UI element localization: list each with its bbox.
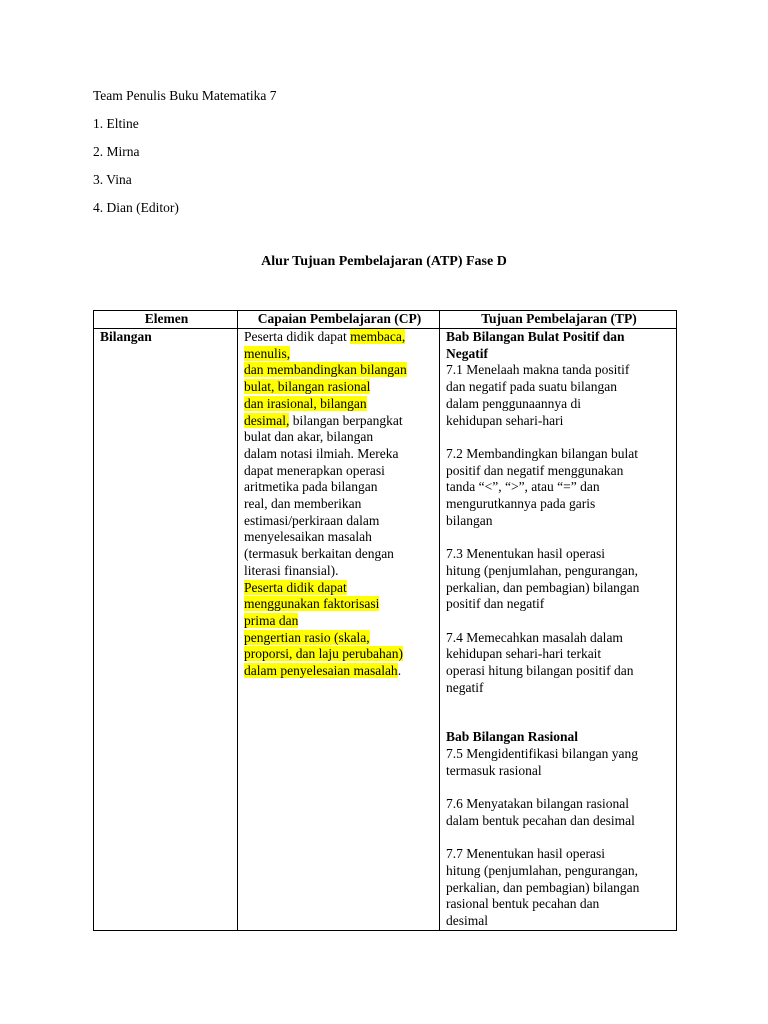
cp-text: menyelesaikan masalah (244, 529, 372, 545)
tp-objective-line: dalam penggunaannya di (446, 395, 581, 411)
cp-line (244, 396, 435, 413)
cp-text: literasi finansial). (244, 562, 339, 578)
cp-line (244, 613, 435, 630)
cp-line (244, 429, 435, 446)
cp-highlighted-text: Peserta didik dapat (244, 579, 347, 595)
cp-line (244, 446, 435, 463)
tp-objective-line: 7.1 Menelaah makna tanda positif (446, 362, 630, 378)
cp-line (244, 630, 435, 647)
spacer (446, 429, 672, 446)
cp-highlighted-text: dan membandingkan bilangan (244, 362, 407, 378)
member-3: 3. Vina (93, 172, 132, 187)
cp-text: (termasuk berkaitan dengan (244, 546, 394, 562)
spacer (446, 613, 672, 630)
cp-line (244, 379, 435, 396)
tp-objective-line: 7.5 Mengidentifikasi bilangan yang (446, 746, 638, 762)
tp-objective-line: 7.4 Memecahkan masalah dalam (446, 629, 623, 645)
tp-objective-line: perkalian, dan pembagian) bilangan (446, 579, 640, 595)
cp-line (244, 563, 435, 580)
tp-objective-line: perkalian, dan pembagian) bilangan (446, 879, 640, 895)
header-tp: Tujuan Pembelajaran (TP) (440, 311, 677, 329)
tp-objective-line: 7.7 Menentukan hasil operasi (446, 846, 605, 862)
tp-objective-line: bilangan (446, 512, 493, 528)
tp-objective-line: negatif (446, 679, 484, 695)
tp-objective-line: kehidupan sehari-hari terkait (446, 646, 602, 662)
tp-objective-line: positif dan negatif menggunakan (446, 462, 624, 478)
tp-objective-line: hitung (penjumlahan, pengurangan, (446, 562, 638, 578)
cp-highlighted-text: dalam penyelesaian masalah (244, 663, 398, 679)
table-header-row (94, 311, 677, 329)
cp-text: . (397, 663, 402, 679)
member-1: 1. Eltine (93, 116, 139, 131)
table-row (94, 329, 677, 931)
header-elemen: Elemen (94, 311, 238, 329)
tp-objective-line: positif dan negatif (446, 596, 545, 612)
cp-line (244, 580, 435, 597)
cp-line (244, 362, 435, 379)
cp-line (244, 596, 435, 613)
cp-line (244, 546, 435, 563)
cp-line (244, 529, 435, 546)
spacer (446, 696, 672, 729)
cp-text: Peserta didik dapat (244, 329, 351, 344)
cp-line (244, 646, 435, 663)
cp-cell (238, 329, 440, 931)
cp-text: aritmetika pada bilangan (244, 479, 378, 495)
cp-text: dalam notasi ilmiah. Mereka (244, 445, 399, 461)
tp-cell (440, 329, 677, 931)
cp-highlighted-text: menulis, (244, 345, 291, 361)
tp-objective-line: dalam bentuk pecahan dan desimal (446, 812, 635, 828)
cp-line (244, 346, 435, 363)
spacer (446, 529, 672, 546)
tp-objective-line: mengurutkannya pada garis (446, 496, 596, 512)
cp-highlighted-text: desimal, (244, 412, 290, 428)
member-2: 2. Mirna (93, 144, 140, 159)
cp-line (244, 496, 435, 513)
cp-highlighted-text: prima dan (244, 612, 299, 628)
spacer (446, 780, 672, 797)
tp-objective-line: termasuk rasional (446, 762, 542, 778)
cp-text: dapat menerapkan operasi (244, 462, 385, 478)
member-4: 4. Dian (Editor) (93, 200, 179, 215)
tp-objective-line: tanda “<”, “>”, atau “=” dan (446, 479, 600, 495)
cp-highlighted-text: proporsi, dan laju perubahan) (244, 646, 403, 662)
tp-objective-line: dan negatif pada suatu bilangan (446, 379, 617, 395)
cp-text: bilangan berpangkat (289, 412, 403, 428)
tp-objective-line: operasi hitung bilangan positif dan (446, 663, 634, 679)
tp-objective-line: 7.3 Menentukan hasil operasi (446, 546, 605, 562)
cp-line (244, 513, 435, 530)
spacer (446, 830, 672, 847)
cp-line (244, 413, 435, 430)
tp-chapter-title: Negatif (446, 345, 488, 361)
elemen-cell: Bilangan (94, 329, 238, 931)
atp-table (93, 310, 677, 931)
tp-objective-line: hitung (penjumlahan, pengurangan, (446, 863, 638, 879)
tp-objective-line: 7.6 Menyatakan bilangan rasional (446, 796, 629, 812)
cp-highlighted-text: pengertian rasio (skala, (244, 629, 370, 645)
header-cp: Capaian Pembelajaran (CP) (238, 311, 440, 329)
document-title: Alur Tujuan Pembelajaran (ATP) Fase D (261, 254, 507, 269)
tp-objective-line: rasional bentuk pecahan dan (446, 896, 600, 912)
cp-line (244, 463, 435, 480)
tp-chapter-title: Bab Bilangan Bulat Positif dan (446, 329, 625, 344)
cp-text: estimasi/perkiraan dalam (244, 512, 380, 528)
tp-objective-line: desimal (446, 913, 488, 929)
tp-chapter-title: Bab Bilangan Rasional (446, 729, 579, 745)
cp-text: bulat dan akar, bilangan (244, 429, 374, 445)
cp-highlighted-text: menggunakan faktorisasi (244, 596, 380, 612)
cp-line (244, 479, 435, 496)
team-line: Team Penulis Buku Matematika 7 (93, 88, 277, 103)
tp-objective-line: 7.2 Membandingkan bilangan bulat (446, 445, 638, 461)
tp-objective-line: kehidupan sehari-hari (446, 412, 564, 428)
cp-highlighted-text: membaca, (350, 329, 406, 344)
cp-line (244, 329, 435, 346)
cp-text: real, dan memberikan (244, 496, 362, 512)
cp-highlighted-text: bulat, bilangan rasional (244, 379, 371, 395)
cp-highlighted-text: dan irasional, bilangan (244, 395, 367, 411)
cp-line (244, 663, 435, 680)
